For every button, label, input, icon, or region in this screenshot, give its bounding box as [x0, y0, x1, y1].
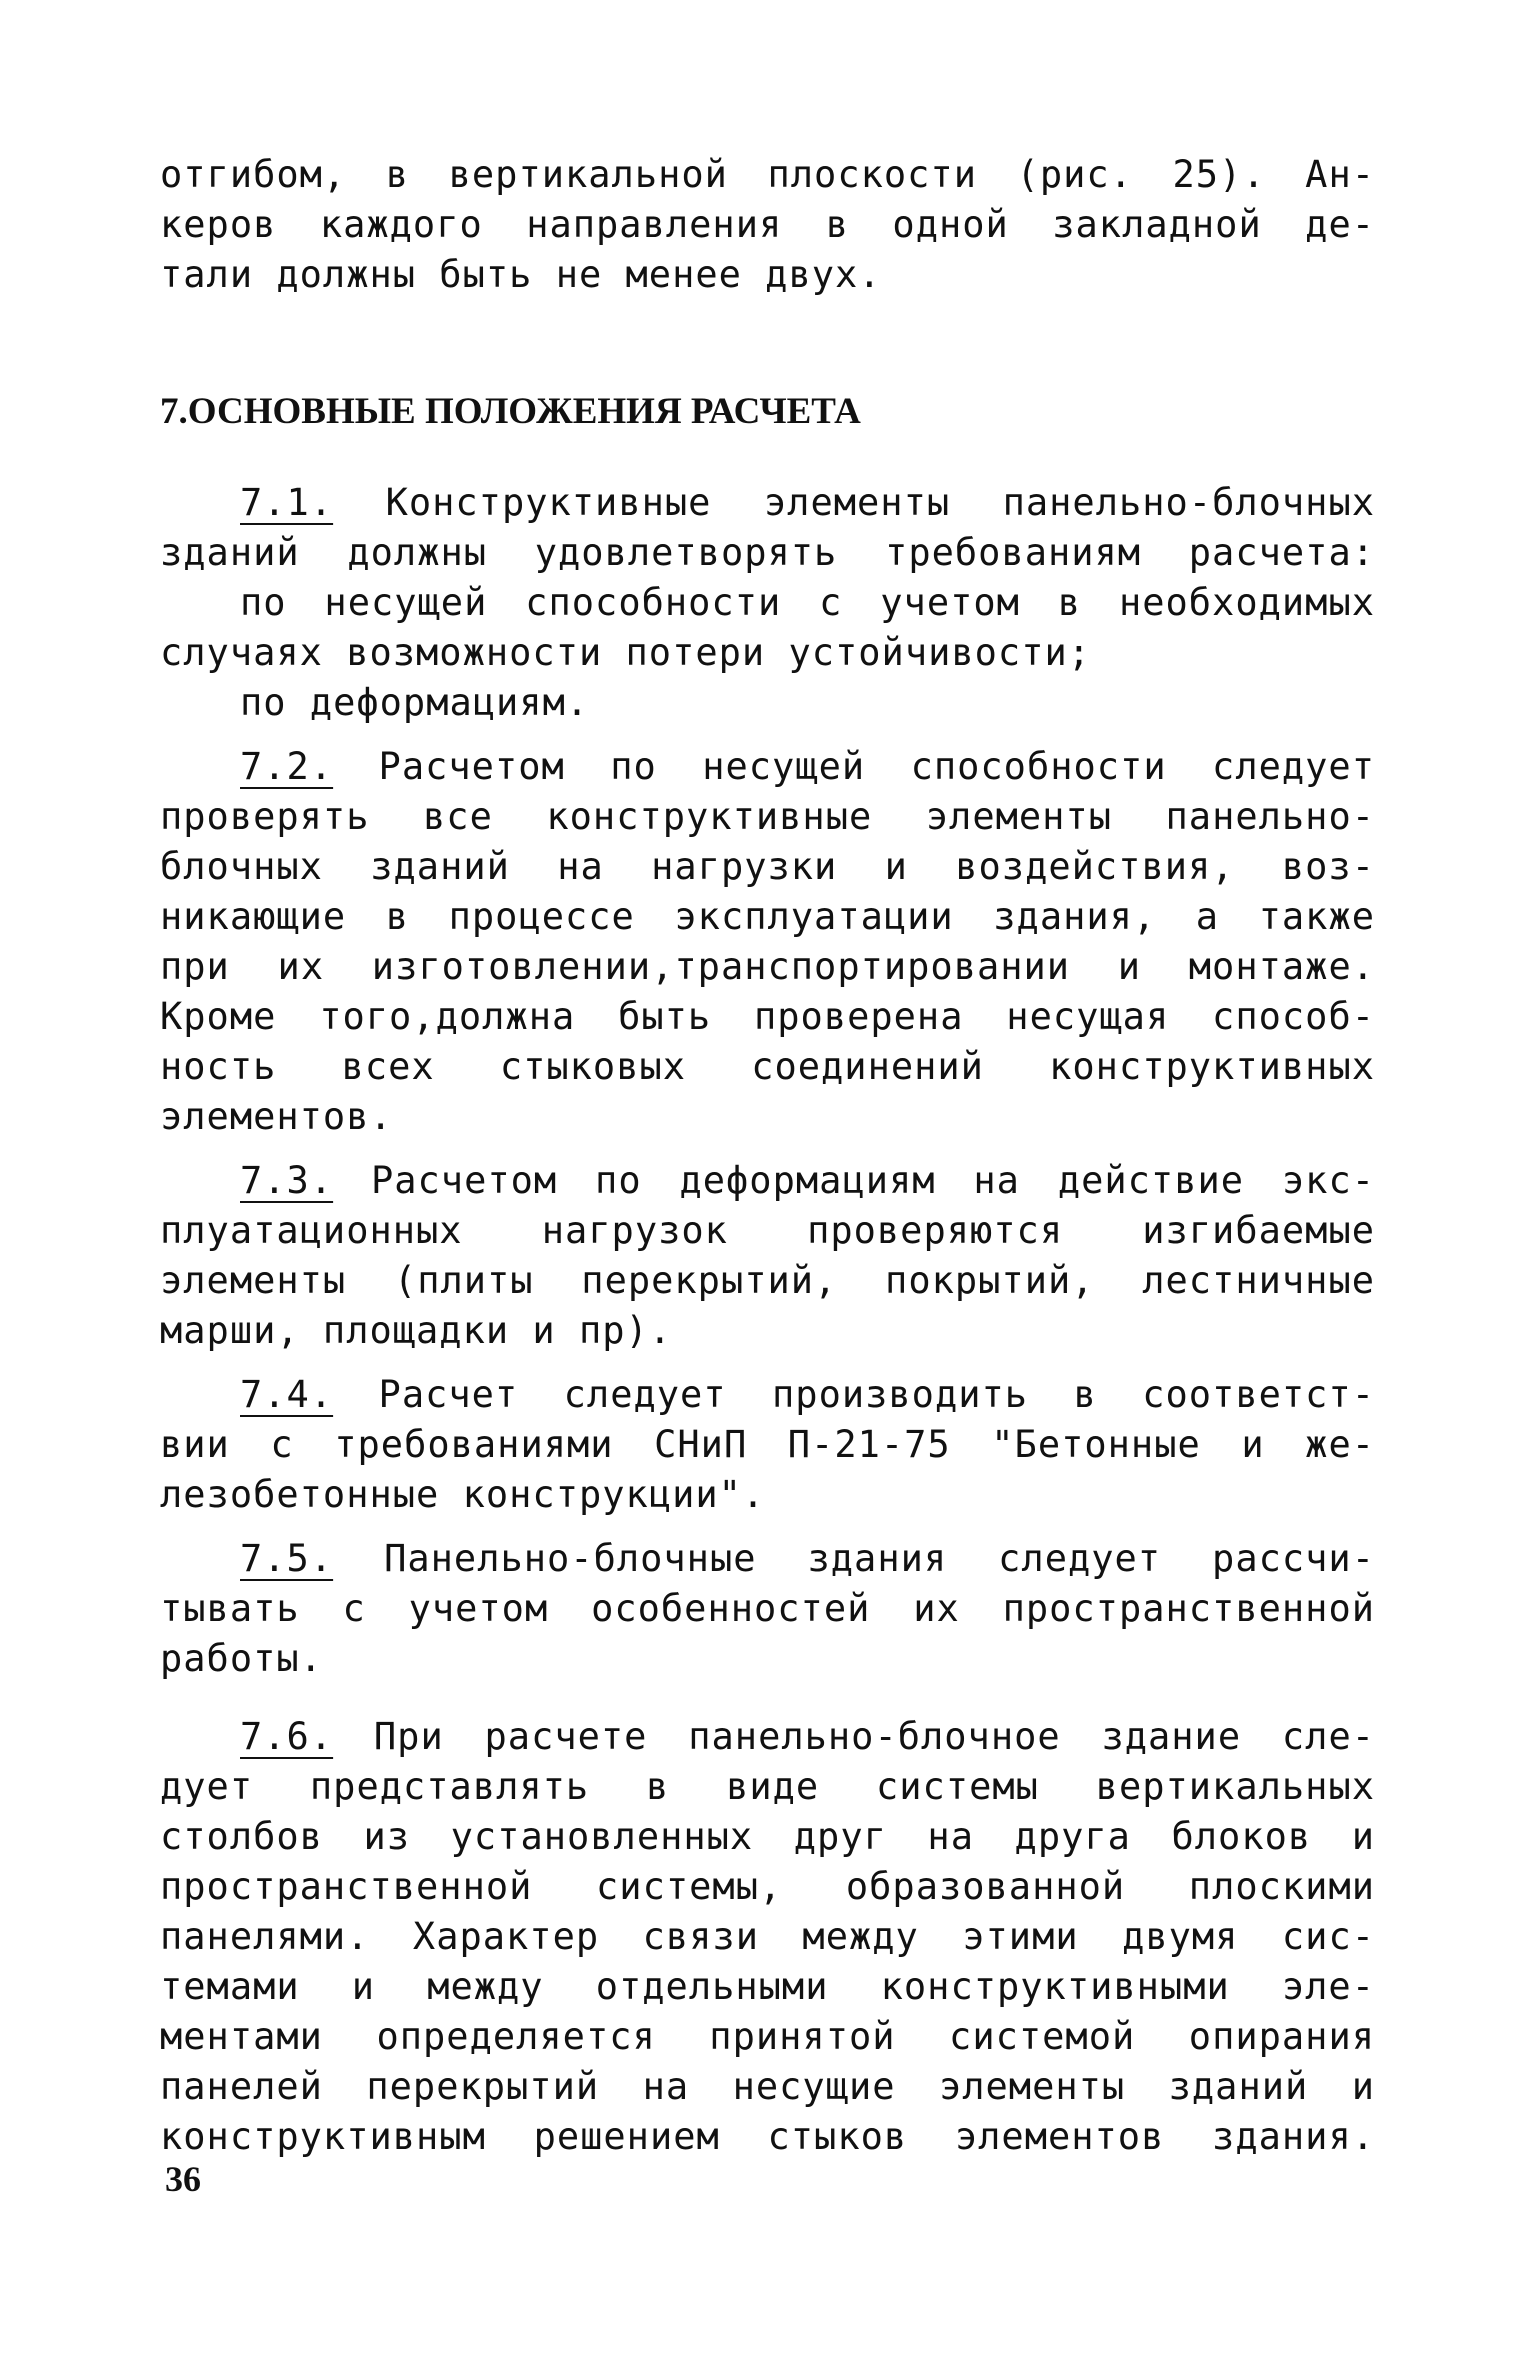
text-line: панелей перекрытий на несущие элементы зданий и: [160, 2065, 1375, 2108]
text-line: [160, 1534, 1375, 1584]
paragraph-7-4: [160, 1370, 1375, 1520]
clause-text: Панельно-блочные здания следует рассчи-: [333, 1537, 1375, 1580]
paragraph-7-2: [160, 742, 1375, 1142]
text-line: конструктивным решением стыков элементов здания.: [160, 2115, 1375, 2158]
text-line: отгибом, в вертикальной плоскости (рис. 25). Ан-: [160, 153, 1375, 196]
clause-number: 7.4.: [240, 1373, 334, 1416]
text-line: работы.: [160, 1637, 323, 1680]
text-line: Кроме того,должна быть проверена несущая способ-: [160, 995, 1375, 1038]
clause-number: 7.6.: [240, 1715, 334, 1758]
text-line: ность всех стыковых соединений конструктивных: [160, 1045, 1375, 1088]
text-line: темами и между отдельными конструктивными эле-: [160, 1965, 1375, 2008]
text-line: [160, 1712, 1375, 1762]
text-line: тали должны быть не менее двух.: [160, 253, 882, 296]
text-line: тывать с учетом особенностей их пространственной: [160, 1587, 1375, 1630]
text-line: пространственной системы, образованной плоскими: [160, 1865, 1375, 1908]
clause-text: Расчет следует производить в соответст-: [333, 1373, 1375, 1416]
paragraph-7-5: [160, 1534, 1375, 1684]
clause-text: Расчетом по деформациям на действие экс-: [333, 1159, 1375, 1202]
text-line: никающие в процессе эксплуатации здания, а также: [160, 895, 1375, 938]
text-line: зданий должны удовлетворять требованиям расчета:: [160, 531, 1375, 574]
text-line: [160, 1370, 1375, 1420]
text-line: [160, 742, 1375, 792]
text-line: случаях возможности потери устойчивости;: [160, 631, 1092, 674]
clause-number: 7.3.: [240, 1159, 334, 1202]
text-line: панелями. Характер связи между этими двумя сис-: [160, 1915, 1375, 1958]
clause-number: 7.5.: [240, 1537, 334, 1580]
text-line: по деформациям.: [240, 681, 590, 724]
text-line: керов каждого направления в одной закладной де-: [160, 203, 1375, 246]
text-line: столбов из установленных друг на друга блоков и: [160, 1815, 1375, 1858]
paragraph-7-1: [160, 478, 1375, 728]
text-line: дует представлять в виде системы вертикальных: [160, 1765, 1375, 1808]
intro-paragraph: [160, 150, 1375, 300]
text-line: ментами определяется принятой системой опирания: [160, 2015, 1375, 2058]
text-line: [160, 1156, 1375, 1206]
page-number: 36: [165, 2159, 201, 2199]
paragraph-7-3: [160, 1156, 1375, 1356]
document-page: [160, 150, 1375, 2162]
clause-text: Конструктивные элементы панельно-блочных: [333, 481, 1375, 524]
clause-number: 7.1.: [240, 481, 334, 524]
text-line: марши, площадки и пр).: [160, 1309, 673, 1352]
text-line: элементов.: [160, 1095, 393, 1138]
clause-number: 7.2.: [240, 745, 334, 788]
text-line: вии с требованиями СНиП П-21-75 "Бетонные и же-: [160, 1423, 1375, 1466]
text-line: лезобетонные конструкции".: [160, 1473, 766, 1516]
text-line: по несущей способности с учетом в необходимых: [240, 581, 1375, 624]
clause-text: При расчете панельно-блочное здание сле-: [333, 1715, 1375, 1758]
text-line: плуатационных нагрузок проверяются изгибаемые: [160, 1209, 1375, 1252]
text-line: проверять все конструктивные элементы панельно-: [160, 795, 1375, 838]
text-line: блочных зданий на нагрузки и воздействия, воз-: [160, 845, 1375, 888]
section-heading: 7.ОСНОВНЫЕ ПОЛОЖЕНИЯ РАСЧЕТА: [160, 391, 861, 432]
text-line: [160, 478, 1375, 528]
text-line: элементы (плиты перекрытий, покрытий, лестничные: [160, 1259, 1375, 1302]
text-line: при их изготовлении,транспортировании и монтаже.: [160, 945, 1375, 988]
paragraph-7-6: [160, 1712, 1375, 2162]
clause-text: Расчетом по несущей способности следует: [333, 745, 1375, 788]
